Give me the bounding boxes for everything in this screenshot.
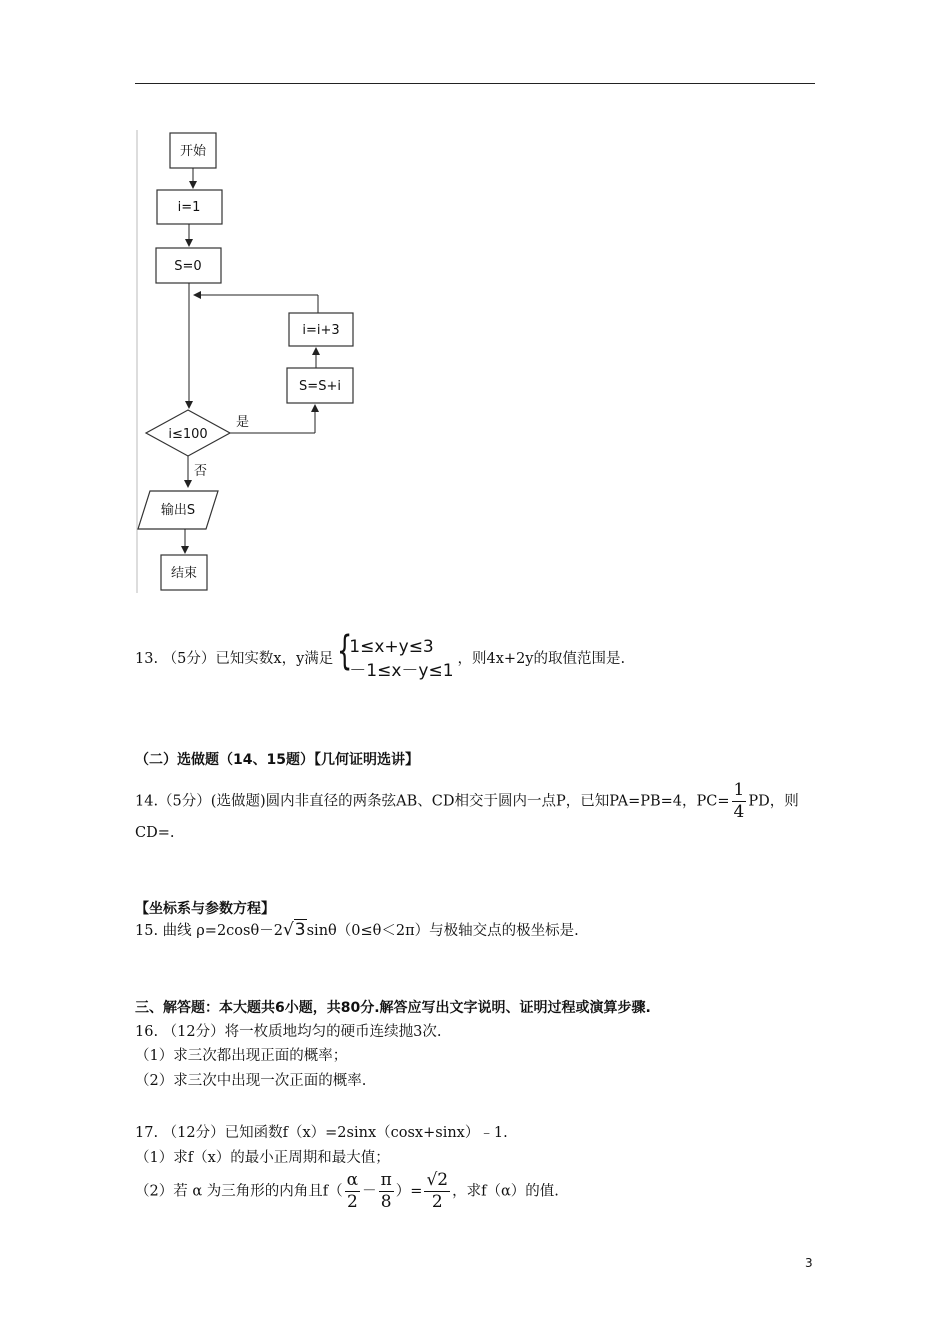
q16-line1: 16. （12分）将一枚质地均匀的硬币连续抛3次. — [135, 1024, 442, 1040]
q14-fraction — [732, 782, 747, 821]
update-i-label: i=i+3 — [302, 323, 340, 338]
q16-line3: （2）求三次中出现一次正面的概率. — [135, 1073, 367, 1089]
no-label: 否 — [194, 464, 208, 479]
part-3-title: 三、解答题：本大题共6小题，共80分.解答应写出文字说明、证明过程或演算步骤. — [135, 1000, 651, 1016]
q17-f1-num: α — [346, 1170, 359, 1190]
q17-frac-alpha — [345, 1172, 360, 1211]
q13-row2: －1≤x－y≤1 — [349, 661, 454, 681]
q13-prefix: 13. （5分）已知实数x，y满足 — [135, 651, 334, 667]
update-s-label: S=S+i — [299, 379, 341, 394]
q14-text1: 14.（5分）(选做题)圆内非直径的两条弦AB、CD相交于圆内一点P，已知PA=PB=4，PC= — [135, 793, 730, 810]
page-number: 3 — [805, 1256, 813, 1270]
question-13 — [135, 628, 626, 683]
q13-system: { 1≤x+y≤3 －1≤x－y≤1 — [337, 628, 454, 681]
output-label: 输出S — [160, 503, 196, 518]
q17-frac-sqrt2 — [424, 1172, 450, 1211]
q15-sqrt: √3 — [282, 920, 306, 940]
q13-row1: 1≤x+y≤3 — [349, 637, 434, 657]
init-s-label: S=0 — [174, 259, 202, 274]
q14-frac-den: 4 — [733, 802, 745, 822]
condition-label: i≤100 — [168, 427, 208, 442]
q17-frac-pi — [379, 1172, 394, 1211]
flowchart — [130, 125, 370, 600]
q16-line2: （1）求三次都出现正面的概率； — [135, 1048, 348, 1064]
q17-text-a: （2）若 α 为三角形的内角且f（ — [135, 1183, 343, 1200]
q14-frac-num: 1 — [733, 780, 745, 800]
q17-minus: － — [362, 1183, 377, 1200]
q17-line3 — [135, 1172, 559, 1211]
section-3-title: 【坐标系与参数方程】 — [135, 901, 275, 917]
q13-suffix: ，则4x+2y的取值范围是. — [457, 651, 626, 667]
start-label: 开始 — [179, 144, 207, 159]
end-label: 结束 — [170, 566, 198, 581]
q14-text2: PD，则 — [748, 793, 799, 810]
init-i-label: i=1 — [177, 200, 201, 215]
header-rule — [135, 83, 815, 84]
q15-sqrt-value: 3 — [294, 920, 306, 940]
q17-f3-num: √2 — [426, 1170, 449, 1190]
question-15 — [135, 920, 579, 941]
q14-line2: CD=. — [135, 825, 175, 841]
q17-text-b: ）= — [395, 1183, 423, 1200]
section-2-title: （二）选做题（14、15题）【几何证明选讲】 — [135, 752, 419, 768]
q17-line2: （1）求f（x）的最小正周期和最大值； — [135, 1150, 390, 1166]
q15-text1: 15. 曲线 ρ=2cosθ－2 — [135, 923, 283, 939]
q17-f3-den: 2 — [431, 1192, 443, 1212]
yes-label: 是 — [236, 415, 250, 430]
q17-f2-den: 8 — [380, 1192, 392, 1212]
q17-text-c: ，求f（α）的值. — [452, 1183, 559, 1200]
q17-line1: 17. （12分）已知函数f（x）=2sinx（cosx+sinx）﹣1. — [135, 1125, 508, 1141]
q17-f1-den: 2 — [346, 1192, 358, 1212]
q17-f2-num: π — [380, 1170, 392, 1190]
q15-text2: sinθ（0≤θ＜2π）与极轴交点的极坐标是. — [306, 923, 579, 939]
question-14 — [135, 782, 799, 821]
